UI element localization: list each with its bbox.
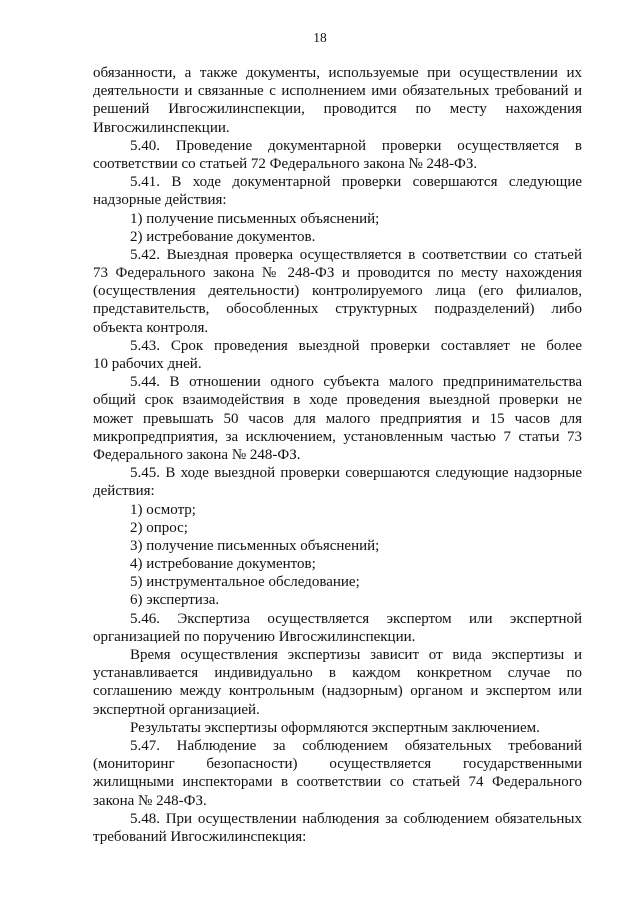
text-line: соглашению между контрольным (надзорным) органом и экспертом или	[93, 683, 582, 700]
document-body	[93, 64, 582, 846]
page-number: 18	[313, 30, 327, 45]
text-line: 2) опрос;	[130, 519, 188, 536]
text-line: организацией по поручению Ивгосжилинспекции.	[93, 628, 416, 645]
text-line: 5.46. Экспертиза осуществляется экспертом или экспертной	[130, 610, 582, 627]
text-line: закона № 248-ФЗ.	[93, 792, 207, 809]
text-line: Федерального закона № 248-ФЗ.	[93, 446, 301, 463]
text-line: общий срок взаимодействия в ходе проведения выездной проверки не	[93, 392, 582, 409]
text-line: 5.41. В ходе документарной проверки совершаются следующие	[130, 174, 582, 191]
text-line: Ивгосжилинспекции.	[93, 119, 230, 136]
text-line: 73 Федерального закона № 248-ФЗ и проводится по месту нахождения	[93, 265, 582, 282]
text-line: (осуществления деятельности) контролируемого лица (его филиалов,	[93, 283, 582, 300]
text-line: объекта контроля.	[93, 319, 209, 336]
text-line: 2) истребование документов.	[130, 228, 316, 245]
text-line: 5.44. В отношении одного субъекта малого предпринимательства	[130, 374, 582, 391]
text-line: 5.47. Наблюдение за соблюдением обязательных требований	[130, 737, 582, 754]
text-line: 1) получение письменных объяснений;	[130, 210, 380, 227]
text-line: 5.40. Проведение документарной проверки осуществляется в	[130, 137, 582, 154]
text-line: соответствии со статьей 72 Федерального закона № 248-ФЗ.	[93, 155, 478, 172]
text-line: Результаты экспертизы оформляются экспертным заключением.	[130, 719, 540, 736]
text-line: может превышать 50 часов для малого предприятия и 15 часов для	[93, 410, 582, 427]
text-line: 5) инструментальное обследование;	[130, 574, 360, 591]
text-line: 6) экспертиза.	[130, 592, 220, 609]
text-line: 5.45. В ходе выездной проверки совершаются следующие надзорные	[130, 465, 582, 482]
text-line: требований Ивгосжилинспекция:	[93, 828, 307, 845]
text-line: 4) истребование документов;	[130, 556, 316, 573]
text-line: устанавливается индивидуально в каждом конкретном случае по	[93, 665, 582, 682]
text-line: обязанности, а также документы, используемые при осуществлении их	[93, 65, 582, 81]
text-line: 1) осмотр;	[130, 501, 196, 518]
text-line: микропредприятия, за исключением, установленным частью 7 статьи 73	[93, 428, 582, 445]
text-line: 5.48. При осуществлении наблюдения за соблюдением обязательных	[130, 810, 582, 827]
text-line: представительств, обособленных структурных подразделений) либо	[93, 301, 582, 318]
text-line: 5.42. Выездная проверка осуществляется в соответствии со статьей	[130, 246, 582, 263]
text-line: деятельности и связанные с исполнением ими обязательных требований и	[93, 83, 582, 100]
text-line: жилищными инспекторами в соответствии со статьей 74 Федерального	[93, 774, 582, 791]
text-line: 5.43. Срок проведения выездной проверки составляет не более	[130, 337, 582, 354]
text-line: 3) получение письменных объяснений;	[130, 537, 380, 554]
text-line: надзорные действия:	[93, 192, 227, 209]
text-line: 10 рабочих дней.	[93, 356, 202, 372]
text-line: (мониторинг безопасности) осуществляется государственными	[93, 756, 582, 773]
text-line: решений Ивгосжилинспекции, проводится по месту нахождения	[93, 101, 582, 118]
text-line: экспертной организацией.	[93, 701, 260, 718]
text-line: действия:	[93, 483, 155, 500]
text-line: Время осуществления экспертизы зависит от вида экспертизы и	[130, 647, 582, 663]
